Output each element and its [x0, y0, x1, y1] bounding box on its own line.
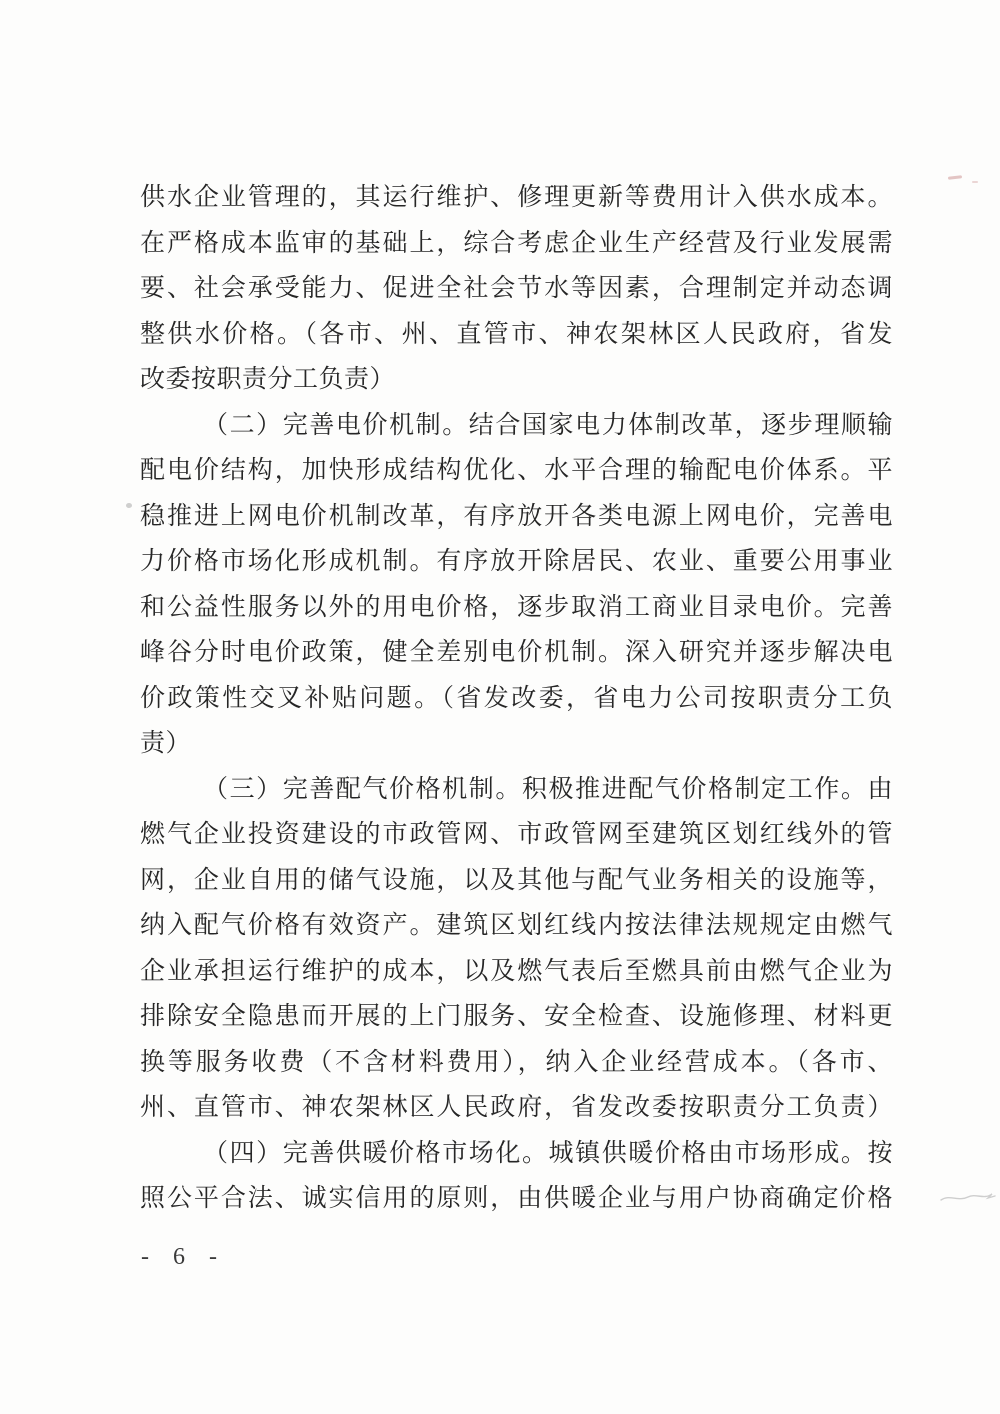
- text-line: 责）: [140, 730, 192, 757]
- text-line: 企业承担运行维护的成本，以及燃气表后至燃具前由燃气企业为: [140, 957, 893, 985]
- scan-artifact-mark: [948, 175, 962, 179]
- paragraph-electricity-price: [140, 403, 893, 767]
- page-number: - 6 -: [141, 1244, 226, 1270]
- scan-artifact-mark: [972, 181, 978, 183]
- paragraph-water-supply-continued: [140, 175, 893, 403]
- text-line: 和公益性服务以外的用电价格，逐步取消工商业目录电价。完善: [140, 593, 893, 621]
- text-line: 稳推进上网电价机制改革，有序放开各类电源上网电价，完善电: [140, 502, 893, 530]
- text-line: 照公平合法、诚实信用的原则，由供暖企业与用户协商确定价格: [140, 1185, 893, 1212]
- scan-artifact-speck: [126, 503, 132, 508]
- text-line: 价政策性交叉补贴问题。（省发改委，省电力公司按职责分工负: [140, 684, 893, 712]
- paragraph-gas-distribution-price: [140, 767, 893, 1131]
- paragraph-heating-price: [140, 1131, 893, 1222]
- text-line: 燃气企业投资建设的市政管网、市政管网至建筑区划红线外的管: [140, 821, 893, 848]
- text-line: （二）完善电价机制。结合国家电力体制改革，逐步理顺输: [203, 411, 893, 439]
- text-line: 要、社会承受能力、促进全社会节水等因素，合理制定并动态调: [140, 275, 893, 302]
- text-line: 排除安全隐患而开展的上门服务、安全检查、设施修理、材料更: [140, 1003, 893, 1030]
- text-line: 纳入配气价格有效资产。建筑区划红线内按法律法规规定由燃气: [140, 912, 893, 939]
- text-line: 网，企业自用的储气设施，以及其他与配气业务相关的设施等，: [140, 866, 893, 894]
- text-line: 整供水价格。（各市、州、直管市、神农架林区人民政府，省发: [140, 320, 893, 348]
- text-line: 峰谷分时电价政策，健全差别电价机制。深入研究并逐步解决电: [140, 639, 893, 666]
- text-block: [140, 175, 893, 1222]
- scan-artifact-pencil-squiggle: [938, 1184, 998, 1210]
- text-line: 换等服务收费（不含材料费用），纳入企业经营成本。（各市、: [140, 1048, 893, 1076]
- text-line: （四）完善供暖价格市场化。城镇供暖价格由市场形成。按: [203, 1139, 893, 1167]
- text-line: （三）完善配气价格机制。积极推进配气价格制定工作。由: [203, 775, 893, 803]
- text-line: 在严格成本监审的基础上，综合考虑企业生产经营及行业发展需: [140, 229, 893, 257]
- text-line: 力价格市场化形成机制。有序放开除居民、农业、重要公用事业: [140, 548, 893, 575]
- text-line: 配电价结构，加快形成结构优化、水平合理的输配电价体系。平: [140, 457, 893, 484]
- text-line: 供水企业管理的，其运行维护、修理更新等费用计入供水成本。: [140, 184, 893, 211]
- text-line: 州、直管市、神农架林区人民政府，省发改委按职责分工负责）: [140, 1094, 893, 1121]
- text-line: 改委按职责分工负责）: [140, 366, 396, 393]
